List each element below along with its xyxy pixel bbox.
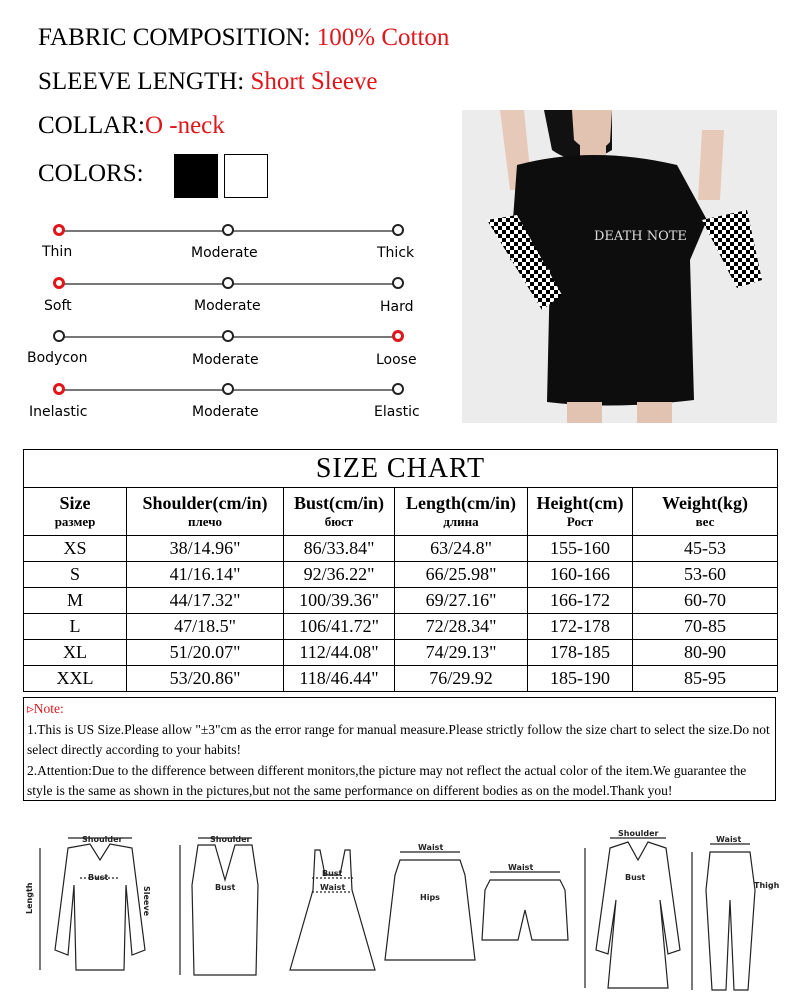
table-cell: 53/20.86" [127,666,284,692]
fabric-label: FABRIC COMPOSITION: [38,24,311,51]
size-cell: L [24,614,127,640]
table-cell: 118/46.44" [284,666,395,692]
scale-dot [53,224,65,236]
color-swatch-white[interactable] [224,154,268,198]
size-chart-table [23,449,778,692]
svg-text:Sleeve: Sleeve [142,886,151,916]
table-row [24,666,778,692]
svg-text:Bust: Bust [625,873,646,882]
header-cell: Bust(cm/in) бюст [284,488,395,536]
color-swatch-black[interactable] [174,154,218,198]
collar-value: O -neck [144,112,225,139]
fabric-spec [38,24,449,52]
table-cell: 51/20.07" [127,640,284,666]
table-cell: 44/17.32" [127,588,284,614]
table-cell: 76/29.92 [395,666,528,692]
size-cell: S [24,562,127,588]
header-cell: Weight(kg) вес [633,488,778,536]
table-cell: 63/24.8" [395,536,528,562]
scale-left-label: Thin [42,244,73,260]
table-cell: 60-70 [633,588,778,614]
coat-diagram [585,830,680,988]
vest-diagram [180,835,258,975]
notes-heading: ▹Note: [27,701,64,716]
scale-dot [222,383,234,395]
size-cell: XXL [24,666,127,692]
table-cell: 45-53 [633,536,778,562]
svg-text:Hips: Hips [420,893,440,902]
scale-dot [53,277,65,289]
size-cell: XS [24,536,127,562]
scale-mid-label: Moderate [192,404,259,420]
header-cell: Length(cm/in) длина [395,488,528,536]
table-row [24,562,778,588]
sleeve-spec [38,68,378,96]
sleeve-label: SLEEVE LENGTH: [38,68,245,95]
size-cell: XL [24,640,127,666]
table-cell: 155-160 [528,536,633,562]
shorts-diagram [482,863,568,940]
table-cell: 41/16.14" [127,562,284,588]
collar-label: COLLAR: [38,112,145,139]
scale-dot [222,330,234,342]
blouse-diagram [25,835,151,970]
table-cell: 66/25.98" [395,562,528,588]
scale-dot [53,383,65,395]
svg-text:Thigh: Thigh [754,881,780,890]
scale-left-label: Bodycon [27,350,88,366]
table-cell: 160-166 [528,562,633,588]
table-cell: 100/39.36" [284,588,395,614]
table-cell: 72/28.34" [395,614,528,640]
header-cell: Size размер [24,488,127,536]
scale-dot [222,224,234,236]
svg-text:Bust: Bust [215,883,236,892]
svg-text:Waist: Waist [320,883,346,892]
product-photo [462,110,777,423]
svg-text:Bust: Bust [322,869,343,878]
scale-dot [392,277,404,289]
svg-text:Shoulder: Shoulder [82,835,123,844]
scale-right-label: Elastic [374,404,420,420]
table-cell: 85-95 [633,666,778,692]
table-cell: 185-190 [528,666,633,692]
svg-text:Shoulder: Shoulder [618,830,659,838]
svg-text:Waist: Waist [418,843,444,852]
table-row [24,588,778,614]
scale-mid-label: Moderate [194,298,261,314]
model-illustration [462,110,777,423]
table-cell: 70-85 [633,614,778,640]
svg-text:Shoulder: Shoulder [210,835,251,844]
table-row [24,640,778,666]
scale-dot [392,224,404,236]
header-cell: Shoulder(cm/in) плечо [127,488,284,536]
colors-label: COLORS: [38,160,144,187]
table-cell: 166-172 [528,588,633,614]
shirt-print-text: DEATH NOTE [594,229,687,244]
svg-text:Waist: Waist [508,863,534,872]
table-cell: 74/29.13" [395,640,528,666]
scale-left-label: Soft [44,298,72,314]
table-cell: 92/36.22" [284,562,395,588]
table-cell: 106/41.72" [284,614,395,640]
table-cell: 86/33.84" [284,536,395,562]
scale-dot [392,330,404,342]
note-line-2: 2.Attention:Due to the difference between different monitors,the picture may not reflect the actual color of the item.We guarantee the style is the same as shown in the pictures,but not the same performance on different bodies as on the model.Thank you! [27,762,747,799]
svg-text:Waist: Waist [716,835,742,844]
colors-spec [38,160,144,188]
table-cell: 38/14.96" [127,536,284,562]
collar-spec [38,112,225,140]
table-cell: 53-60 [633,562,778,588]
scale-dot [222,277,234,289]
note-line-1: 1.This is US Size.Please allow "±3"cm as the error range for manual measure.Please strictly follow the size chart to select the size.Do not select directly according to your habits! [27,721,770,758]
table-cell: 172-178 [528,614,633,640]
scale-mid-label: Moderate [192,352,259,368]
size-cell: M [24,588,127,614]
measurement-diagrams [20,830,780,995]
scale-dot [392,383,404,395]
scale-left-label: Inelastic [29,404,88,420]
table-cell: 112/44.08" [284,640,395,666]
svg-text:Bust: Bust [88,873,109,882]
svg-text:Length: Length [25,882,34,914]
scale-right-label: Loose [376,352,417,368]
trousers-diagram [692,835,780,990]
table-row [24,614,778,640]
size-chart-title: SIZE CHART [24,450,778,488]
scale-right-label: Thick [377,245,415,261]
table-cell: 47/18.5" [127,614,284,640]
table-row [24,536,778,562]
table-cell: 178-185 [528,640,633,666]
size-chart-header [24,488,778,536]
fabric-value: 100% Cotton [316,24,450,51]
skirt-diagram [385,843,475,960]
header-cell: Height(cm) Рост [528,488,633,536]
scale-right-label: Hard [380,299,414,315]
scale-mid-label: Moderate [191,245,258,261]
sleeve-value: Short Sleeve [250,68,378,95]
dress-diagram [290,850,375,970]
table-cell: 69/27.16" [395,588,528,614]
scale-dot [53,330,65,342]
notes-box [23,697,776,801]
table-cell: 80-90 [633,640,778,666]
